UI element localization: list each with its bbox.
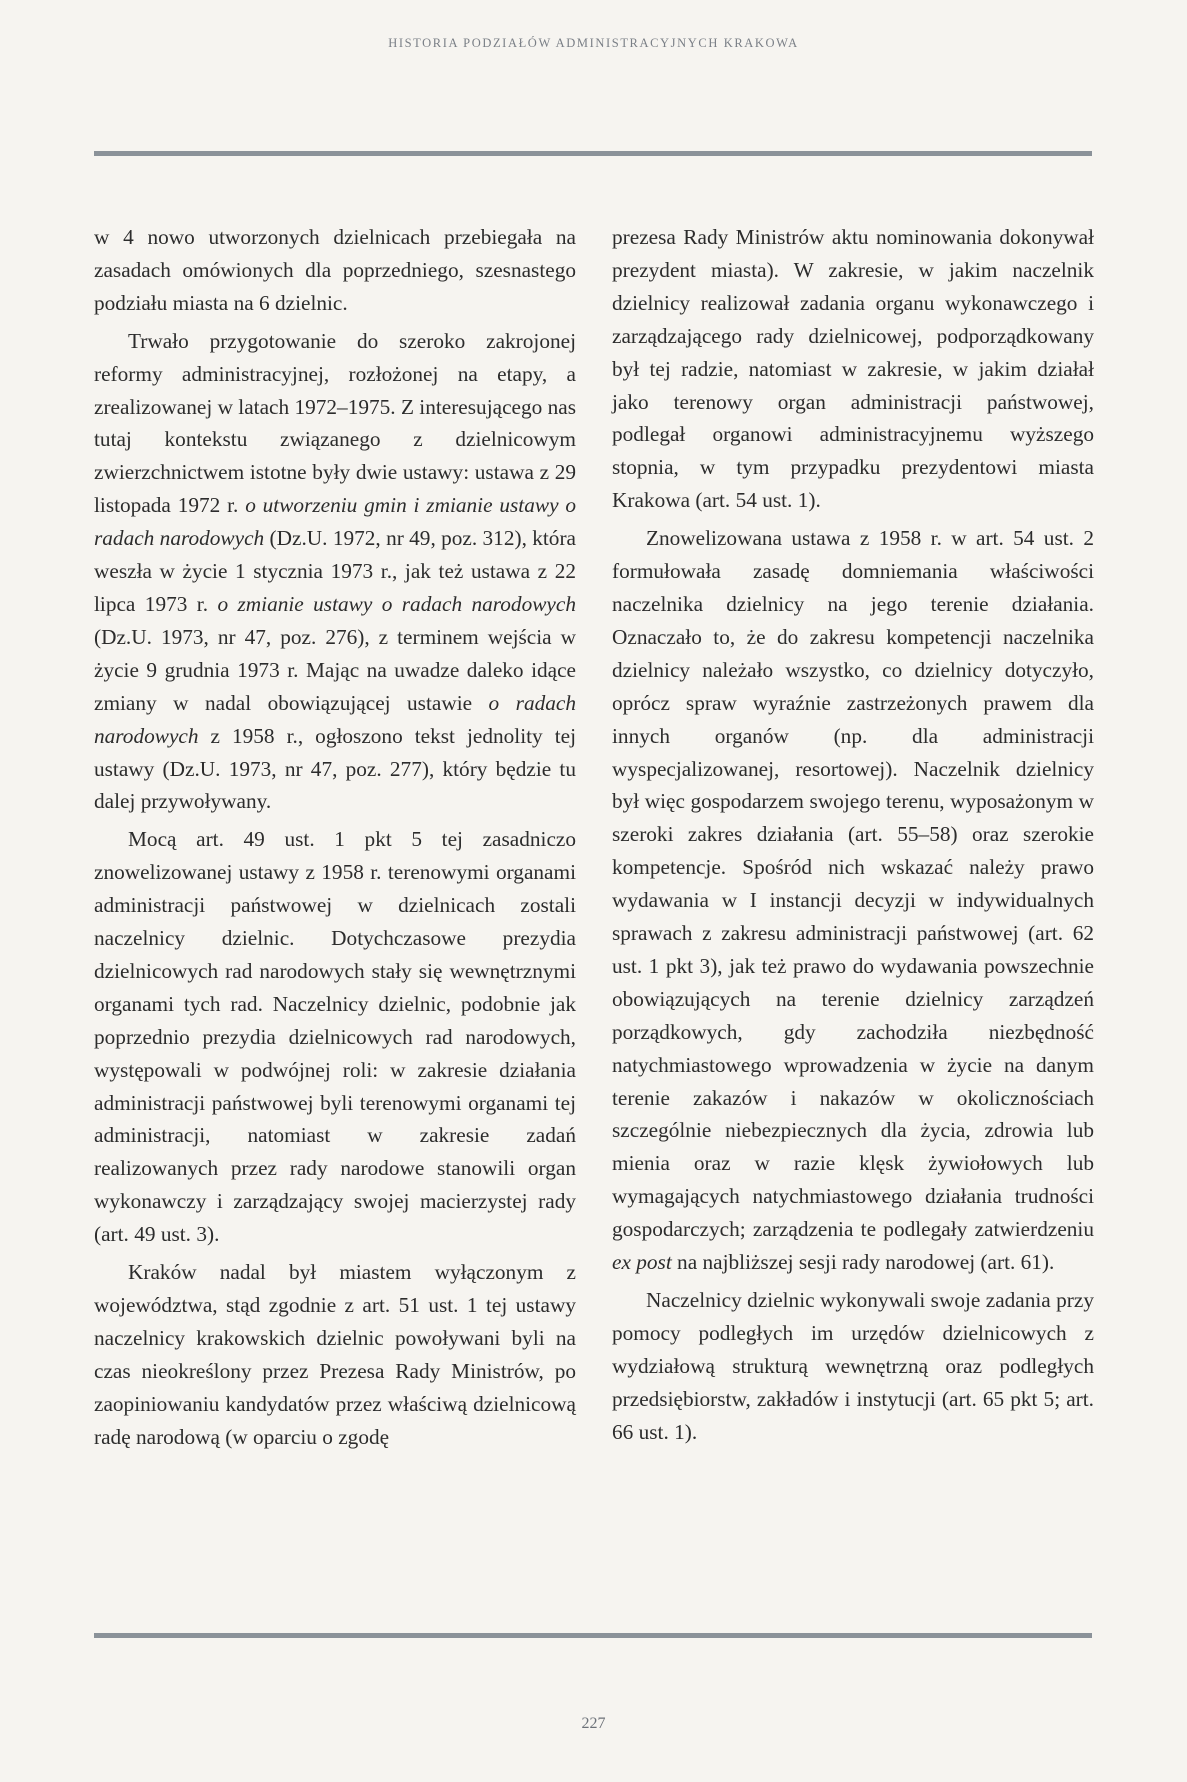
act-title: o utworzeniu gmin i zmianie ustawy o radach narodowych (94, 493, 576, 551)
paragraph: Naczelnicy dzielnic wykonywali swoje zadania przy pomocy podległych im urzędów dzielnicowych z wydziałową strukturą wewnętrzną oraz podległych przedsiębiorstw, zakładów i instytucji (art. 65 pkt 5; art. 66 ust. 1). (612, 1288, 1094, 1444)
text-run: z 1958 r., ogłoszono tekst jednolity tej ustawy (Dz.U. 1973, nr 47, poz. 277), który będzie tu dalej przywoływany. (94, 723, 576, 814)
paragraph: w 4 nowo utworzonych dzielnicach przebiegała na zasadach omówionych dla poprzedniego, szesnastego podziału miasta na 6 dzielnic. (94, 225, 576, 315)
running-header: HISTORIA PODZIAŁÓW ADMINISTRACYJNYCH KRAKOWA (388, 36, 799, 50)
paragraph (94, 325, 576, 819)
paragraph: prezesa Rady Ministrów aktu nominowania dokonywał prezydent miasta). W zakresie, w jakim naczelnik dzielnicy realizował zadania organu wykonawczego i zarządzającego rady dzielnicowej, podporządkowany był tej radzie, natomiast w zakresie, w jakim działał jako terenowy organ administracji państwowej, podlegał organowi administracyjnemu wyższego stopnia, w tym przypadku prezydentowi miasta Krakowa (art. 54 ust. 1). (612, 225, 1094, 513)
text-run: (Dz.U. 1973, nr 47, poz. 276), z terminem wejścia w życie 9 grudnia 1973 r. Mając na uwadze daleko idące zmiany w nadal obowiązującej ustawie (94, 624, 576, 715)
page-number: 227 (581, 1715, 606, 1732)
text-run: Trwało przygotowanie do szeroko zakrojonej reformy administracyjnej, rozłożonej na etapy, a zrealizowanej w latach 1972–1975. Z interesującego nas tutaj kontekstu związanego z dzielnicowym zwierzchnictwem istotne były dwie ustawy: ustawa z 29 listopada 1972 r. (94, 328, 576, 518)
text-run: Znowelizowana ustawa z 1958 r. w art. 54 ust. 2 formułowała zasadę domniemania właściwości naczelnika dzielnicy na jego terenie działania. Oznaczało to, że do zakresu kompetencji naczelnika dzielnicy należało wszystko, co dzielnicy dotyczyło, oprócz spraw wyraźnie zastrzeżonych prawem dla innych organów (np. dla administracji wyspecjalizowanej, resortowej). Naczelnik dzielnicy był więc gospodarzem swojego terenu, wyposażonym w szeroki zakres działania (art. 55–58) oraz szerokie kompetencje. Spośród nich wskazać należy prawo wydawania w I instancji decyzji w indywidualnych sprawach z zakresu administracji państwowej (art. 62 ust. 1 pkt 3), jak też prawo do wydawania powszechnie obowiązujących na terenie dzielnicy zarządzeń porządkowych, gdy zachodziła niezbędność natychmiastowego wprowadzenia w życie na danym terenie zakazów i nakazów w okolicznościach szczególnie niebezpiecznych dla życia, zdrowia lub mienia oraz w razie klęsk żywiołowych lub wymagających natychmiastowego działania trudności gospodarczych; zarządzenia te podlegały zatwierdzeniu (612, 526, 1094, 1242)
act-title: o radach narodowych (94, 690, 576, 748)
paragraph (612, 522, 1094, 1279)
act-title: o zmianie ustawy o radach narodowych (217, 591, 576, 616)
text-run: na najbliższej sesji rady narodowej (art. 61). (671, 1250, 1055, 1275)
left-column (94, 221, 576, 1454)
paragraph: Mocą art. 49 ust. 1 pkt 5 tej zasadniczo znowelizowanej ustawy z 1958 r. terenowymi organami administracji państwowej w dzielnicach zostali naczelnicy dzielnic. Dotychczasowe prezydia dzielnicowych rad narodowych stały się wewnętrznymi organami tych rad. Naczelnicy dzielnic, podobnie jak poprzednio prezydia dzielnicowych rad narodowych, występowali w podwójnej roli: w zakresie działania administracji państwowej byli terenowymi organami tej administracji, natomiast w zakresie zadań realizowanych przez rady narodowe stanowili organ wykonawczy i zarządzający swojej macierzystej rady (art. 49 ust. 3). (94, 827, 576, 1247)
paragraph: Kraków nadal był miastem wyłączonym z województwa, stąd zgodnie z art. 51 ust. 1 tej ustawy naczelnicy krakowskich dzielnic powoływani byli na czas nieokreślony przez Prezesa Rady Ministrów, po zaopiniowaniu kandydatów przez właściwą dzielnicową radę narodową (w oparciu o zgodę (94, 1260, 576, 1449)
text-run: (Dz.U. 1972, nr 49, poz. 312), która weszła w życie 1 stycznia 1973 r., jak też ustawa z 22 lipca 1973 r. (94, 526, 576, 616)
bottom-divider (94, 1633, 1092, 1638)
right-column (612, 221, 1094, 1449)
top-divider (94, 151, 1092, 156)
latin-phrase: ex post (612, 1250, 672, 1275)
